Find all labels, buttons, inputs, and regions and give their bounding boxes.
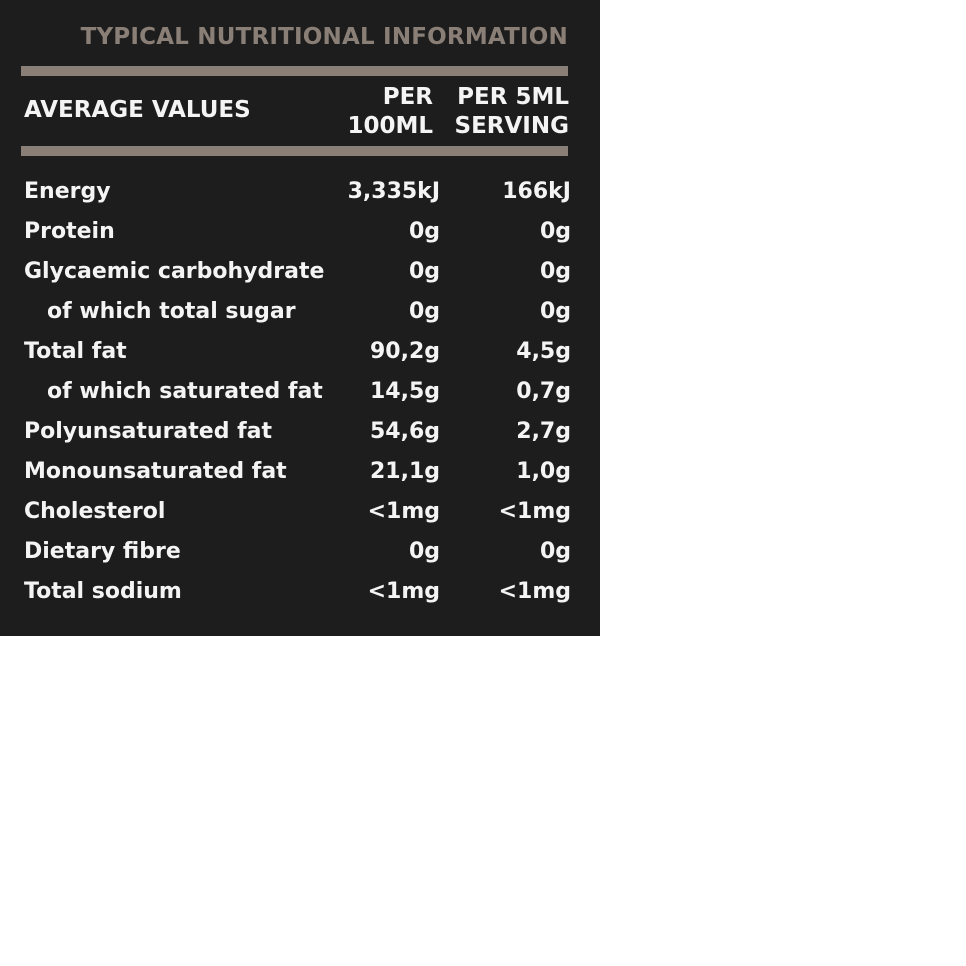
value-per-serving: <1mg	[498, 579, 571, 604]
value-per-serving: 0g	[539, 259, 571, 284]
table-row	[0, 493, 600, 533]
header-average-values: AVERAGE VALUES	[24, 97, 251, 123]
value-per-serving: 4,5g	[516, 339, 571, 364]
table-row	[0, 573, 600, 613]
value-per-100ml: 0g	[408, 219, 440, 244]
table-row	[0, 213, 600, 253]
value-per-serving: 1,0g	[516, 459, 571, 484]
table-row	[0, 533, 600, 573]
nutrient-name: Dietary fibre	[24, 539, 181, 564]
header-per-100ml-line2: 100ML	[347, 113, 433, 139]
header-per-serving-line2: SERVING	[454, 113, 569, 139]
header-per-100ml-line1: PER	[382, 84, 433, 110]
value-per-serving: 0g	[539, 539, 571, 564]
table-row	[0, 253, 600, 293]
value-per-serving: 166kJ	[502, 179, 571, 204]
value-per-100ml: 90,2g	[369, 339, 440, 364]
nutrient-name: Cholesterol	[24, 499, 166, 524]
table-row	[0, 293, 600, 333]
value-per-serving: 0g	[539, 219, 571, 244]
table-row	[0, 373, 600, 413]
value-per-100ml: 0g	[408, 259, 440, 284]
value-per-serving: 0,7g	[516, 379, 571, 404]
value-per-100ml: 0g	[408, 299, 440, 324]
nutrient-name: Polyunsaturated fat	[24, 419, 273, 444]
table-row	[0, 453, 600, 493]
table-row	[0, 413, 600, 453]
value-per-serving: 0g	[539, 299, 571, 324]
value-per-100ml: 0g	[408, 539, 440, 564]
nutrition-rows	[0, 173, 600, 613]
nutrient-name: of which saturated fat	[47, 379, 323, 404]
value-per-100ml: 21,1g	[369, 459, 440, 484]
value-per-100ml: 54,6g	[369, 419, 440, 444]
header-per-100ml	[347, 83, 433, 141]
header-per-serving-line1: PER 5ML	[457, 84, 569, 110]
value-per-100ml: 3,335kJ	[347, 179, 440, 204]
nutrient-name: Monounsaturated fat	[24, 459, 287, 484]
nutrient-name: Glycaemic carbohydrate	[24, 259, 325, 284]
header-top-rule	[21, 66, 568, 76]
value-per-100ml: <1mg	[367, 499, 440, 524]
value-per-100ml: 14,5g	[369, 379, 440, 404]
nutrition-panel	[0, 0, 600, 636]
value-per-serving: 2,7g	[516, 419, 571, 444]
nutrient-name: Energy	[24, 179, 111, 204]
nutrient-name: of which total sugar	[47, 299, 296, 324]
nutrient-name: Protein	[24, 219, 115, 244]
header-per-serving	[455, 83, 569, 141]
table-row	[0, 333, 600, 373]
value-per-serving: <1mg	[498, 499, 571, 524]
panel-title: TYPICAL NUTRITIONAL INFORMATION	[80, 24, 568, 50]
table-row	[0, 173, 600, 213]
nutrient-name: Total fat	[24, 339, 127, 364]
header-bottom-rule	[21, 146, 568, 156]
nutrient-name: Total sodium	[24, 579, 182, 604]
value-per-100ml: <1mg	[367, 579, 440, 604]
